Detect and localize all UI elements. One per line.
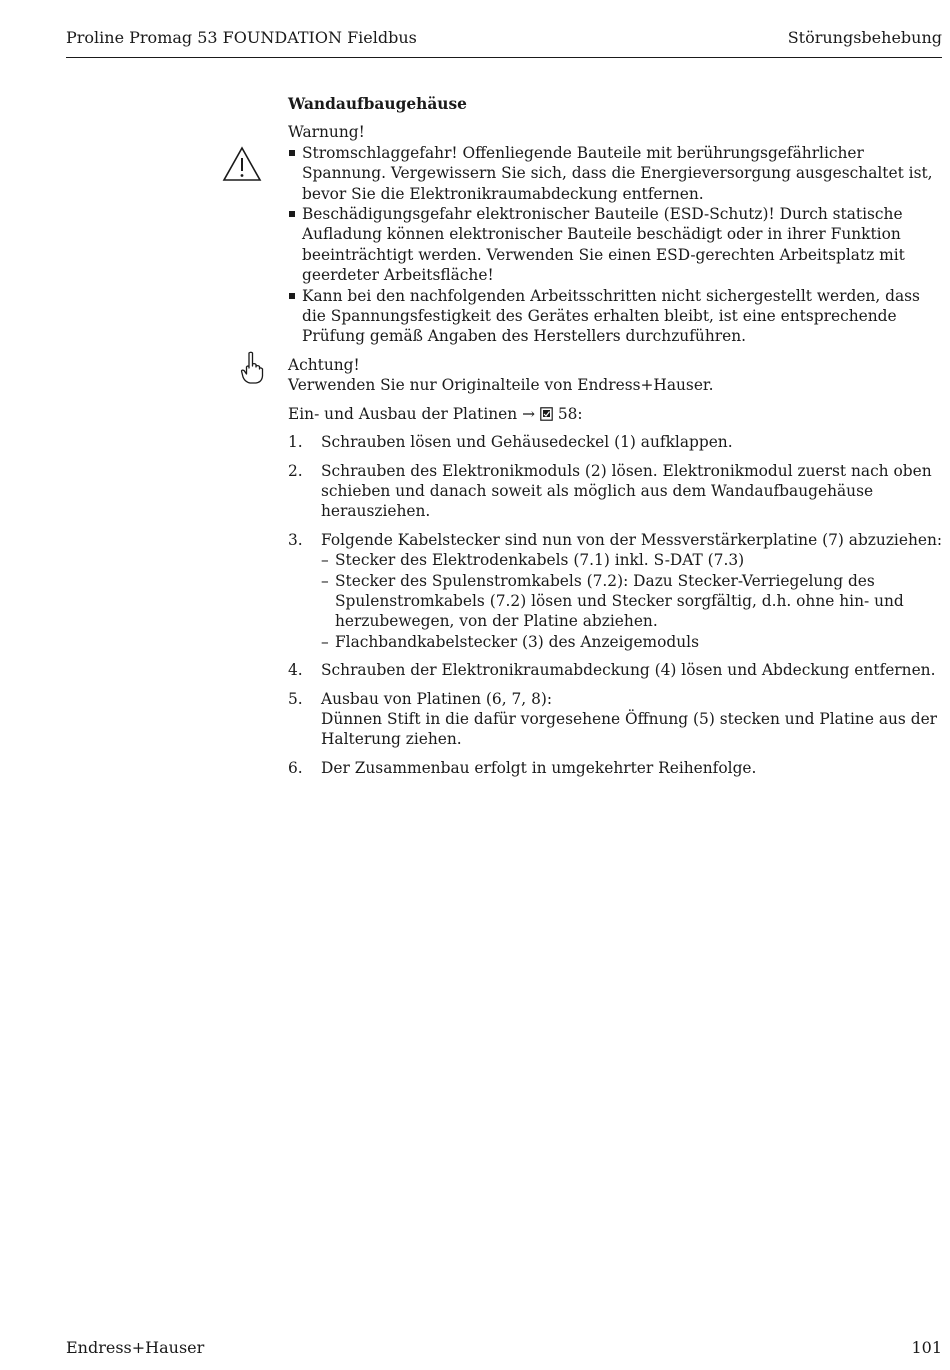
warning-item: Beschädigungsgefahr elektronischer Bauteile (ESD-Schutz)! Durch statische Aufladung können elektronischer Bauteile beschädigt oder in ihrer Funktion beeinträchtigt werden. Verwenden Sie einen ESD-gerechten Arbeitsplatz mit geerdeter Arbeitsfläche! <box>288 204 944 286</box>
list-item: 4. Schrauben der Elektronikraumabdeckung (4) lösen und Abdeckung entfernen. <box>288 661 936 680</box>
page-number: 101 <box>911 1338 942 1357</box>
sub-item: – Flachbandkabelstecker (3) des Anzeigemoduls <box>321 632 699 651</box>
pointing-hand-icon <box>240 351 264 385</box>
chapter-title: Störungsbehebung <box>787 28 942 47</box>
procedure-steps <box>288 432 944 778</box>
arrow-icon: → <box>522 404 536 423</box>
list-item: 1. Schrauben lösen und Gehäusedeckel (1) aufklappen. <box>288 433 733 452</box>
warning-list <box>288 143 944 347</box>
caution-block <box>288 355 944 396</box>
main-content <box>288 94 944 786</box>
warning-triangle-icon <box>222 146 262 182</box>
warning-label: Warnung! <box>288 123 365 142</box>
list-item: 2. Schrauben des Elektronikmoduls (2) lösen. Elektronikmodul zuerst nach oben schieben und danach soweit als möglich aus dem Wandaufbaugehäuse herausziehen. <box>288 461 932 521</box>
sub-item: – Stecker des Elektrodenkabels (7.1) inkl. S-DAT (7.3) <box>321 551 745 570</box>
warning-item: Kann bei den nachfolgenden Arbeitsschritten nicht sichergestellt werden, dass die Spannungsfestigkeit des Gerätes erhalten bleibt, ist eine entsprechende Prüfung gemäß Angaben des Herstellers durchzuführen. <box>288 286 944 347</box>
page-header <box>66 28 942 58</box>
caution-label: Achtung! <box>288 355 360 374</box>
bullet-square-icon <box>289 293 295 299</box>
page-reference-icon <box>540 407 553 421</box>
list-item: 6. Der Zusammenbau erfolgt in umgekehrter Reihenfolge. <box>288 758 757 777</box>
warning-item: Stromschlaggefahr! Offenliegende Bauteile mit berührungsgefährlicher Spannung. Vergewissern Sie sich, dass die Energieversorgung ausgeschaltet ist, bevor Sie die Elektronikraumabdeckung entfernen. <box>288 143 944 204</box>
sub-list <box>321 550 944 652</box>
list-item: 3. Folgende Kabelstecker sind nun von der Messverstärkerplatine (7) abzuziehen: – Stecker des Elektrodenkabels (7.1) inkl. S-DAT (7.3) – Stecker des Spulenstromkabels (7.2): Dazu Stecker-Verriegelung des Spulenstromkabels (7.2) lösen und Stecker sorgfältig, d.h. ohne hin- und herzubewegen, von der Platine abziehen. – Flachbandkabelstecker (3) des Anzeigemoduls <box>288 530 943 651</box>
sub-item: – Stecker des Spulenstromkabels (7.2): Dazu Stecker-Verriegelung des Spulenstromkabels (7.2) lösen und Stecker sorgfältig, d.h. ohne hin- und herzubewegen, von der Platine abziehen. <box>321 571 904 631</box>
document-title: Proline Promag 53 FOUNDATION Fieldbus <box>66 28 417 47</box>
intro-line: Ein- und Ausbau der Platinen → 58: <box>288 404 583 423</box>
warning-block <box>288 122 944 346</box>
bullet-square-icon <box>289 150 295 156</box>
list-item: 5. Ausbau von Platinen (6, 7, 8): Dünnen Stift in die dafür vorgesehene Öffnung (5) stecken und Platine aus der Halterung ziehen. <box>288 689 938 749</box>
bullet-square-icon <box>289 211 295 217</box>
footer-brand: Endress+Hauser <box>66 1338 205 1357</box>
section-heading: Wandaufbaugehäuse <box>288 95 467 113</box>
caution-text: Verwenden Sie nur Originalteile von Endress+Hauser. <box>288 376 714 395</box>
